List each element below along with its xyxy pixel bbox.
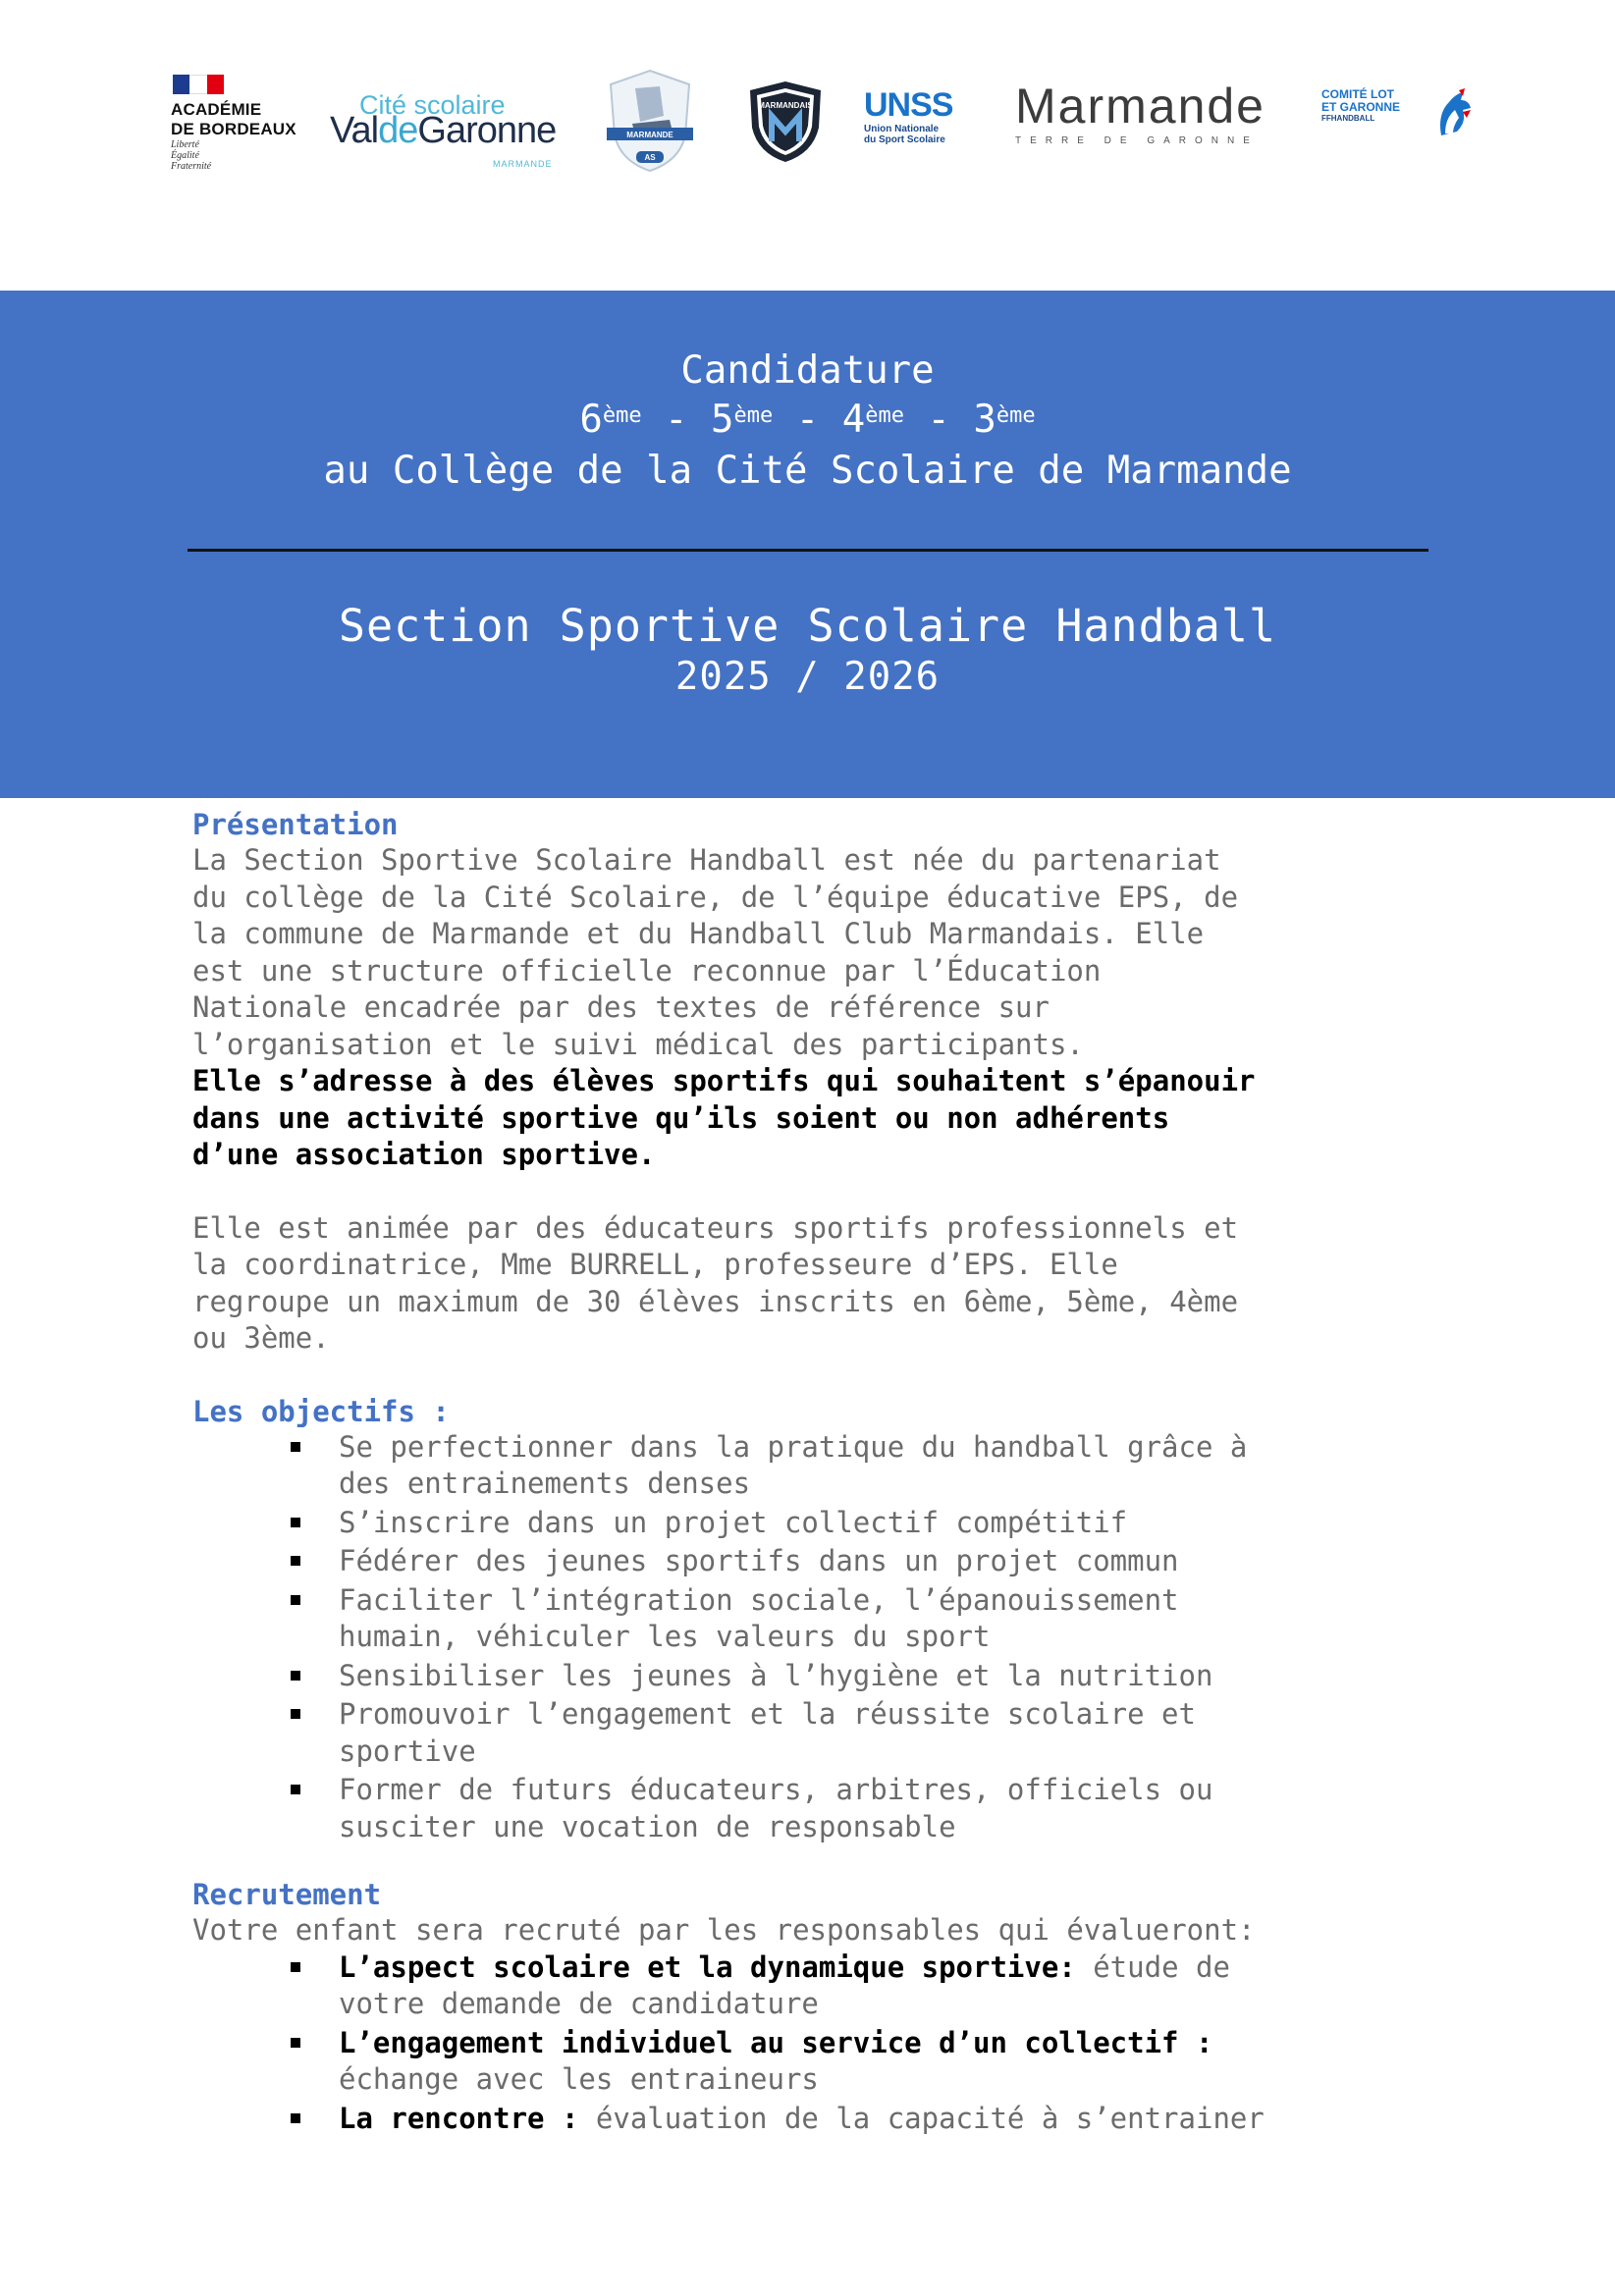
- list-item: [291, 1582, 1429, 1656]
- unss-mark: UNSS: [864, 86, 953, 124]
- level-sup: ème: [865, 403, 904, 428]
- motto-3: Fraternité: [171, 161, 212, 172]
- objectifs-heading: Les objectifs :: [192, 1394, 450, 1428]
- item-line: Fédérer des jeunes sportifs dans un projet commun: [339, 1544, 1179, 1577]
- item-line: susciter une vocation de responsable: [339, 1809, 956, 1843]
- bold-text-line: Elle s’adresse à des élèves sportifs qui souhaitent s’épanouir: [192, 1064, 1256, 1097]
- text-line: la coordinatrice, Mme BURRELL, professeure d’EPS. Elle: [192, 1248, 1118, 1281]
- banner-title: Candidature: [680, 348, 935, 393]
- comite-lot-garonne-logo: [1321, 88, 1469, 147]
- as-marmande-logo: [601, 67, 699, 175]
- item-line: Faciliter l’intégration sociale, l’épanouissement: [339, 1582, 1179, 1617]
- presentation-paragraph-2: [192, 1210, 1429, 1358]
- cite-scolaire-top: Cité scolaire: [359, 90, 506, 120]
- cite-main-c: Garonne: [417, 110, 557, 151]
- as-name: MARMANDE: [626, 131, 673, 139]
- academie-name-line1: ACADÉMIE: [171, 100, 262, 119]
- hbm-name: MARMANDAIS: [758, 101, 813, 110]
- cite-scolaire-main: [330, 110, 556, 152]
- cite-scolaire-logo: [330, 90, 565, 169]
- banner-college: au Collège de la Cité Scolaire de Marmande: [323, 449, 1292, 493]
- level-6: [579, 398, 641, 442]
- motto-1: Liberté: [171, 139, 199, 150]
- level-5: [711, 398, 773, 442]
- text-line: regroupe un maximum de 30 élèves inscrits en 6ème, 5ème, 4ème: [192, 1284, 1239, 1318]
- list-item: [291, 1658, 1429, 1695]
- banner-section: Section Sportive Scolaire Handball: [338, 600, 1277, 652]
- list-item: [291, 1429, 1429, 1503]
- level-sup: ème: [996, 403, 1036, 428]
- list-item: [291, 2025, 1429, 2099]
- level-separator: -: [773, 398, 842, 442]
- item-line: votre demande de candidature: [339, 1987, 819, 2020]
- level-sup: ème: [602, 403, 642, 428]
- text-line: ou 3ème.: [192, 1321, 330, 1355]
- list-item: [291, 1949, 1429, 2023]
- banner-year: 2025 / 2026: [674, 655, 941, 699]
- text-line: du collège de la Cité Scolaire, de l’équipe éducative EPS, de: [192, 880, 1239, 914]
- recrutement-list: [192, 1949, 1429, 2138]
- text-line: l’organisation et le suivi médical des participants.: [192, 1027, 1084, 1061]
- marmande-name: Marmande: [1015, 79, 1265, 133]
- cite-main-b: de: [378, 110, 418, 151]
- item-key: L’engagement individuel au service d’un collectif :: [339, 2025, 1213, 2059]
- list-item: [291, 2101, 1429, 2138]
- item-line: Sensibiliser les jeunes à l’hygiène et la nutrition: [339, 1658, 1213, 1692]
- academie-name-line2: DE BORDEAUX: [171, 120, 296, 138]
- title-banner: [0, 291, 1615, 798]
- unss-line1: Union Nationale: [864, 124, 940, 134]
- banner-divider: [188, 549, 1428, 552]
- cite-main-a: Val: [330, 110, 379, 151]
- document-body: [192, 807, 1429, 2139]
- item-line: Former de futurs éducateurs, arbitres, officiels ou: [339, 1773, 1213, 1806]
- banner-levels: [0, 399, 1615, 442]
- text-line: la commune de Marmande et du Handball Club Marmandais. Elle: [192, 917, 1205, 950]
- text-line: La Section Sportive Scolaire Handball est née du partenariat: [192, 843, 1221, 877]
- level-num: 4: [841, 398, 866, 442]
- level-num: 5: [711, 398, 734, 442]
- item-rest: évaluation de la capacité à s’entrainer: [578, 2101, 1265, 2135]
- text-line: Elle est animée par des éducateurs sportifs professionnels et: [192, 1210, 1239, 1245]
- level-num: 3: [973, 398, 996, 442]
- comite-line3: FFHANDBALL: [1321, 114, 1375, 123]
- level-sup: ème: [733, 403, 774, 428]
- presentation-paragraph: [192, 842, 1429, 1063]
- presentation-bold-paragraph: [192, 1063, 1429, 1174]
- level-separator: -: [641, 398, 712, 442]
- hbm-shield-icon: [744, 79, 827, 165]
- objectifs-list: [192, 1429, 1429, 1846]
- text-line: est une structure officielle reconnue par l’Éducation: [192, 953, 1102, 988]
- marmande-tag: TERRE DE GARONNE: [1015, 135, 1259, 146]
- marmande-logo: [1015, 79, 1280, 157]
- recrutement-heading: Recrutement: [192, 1878, 382, 1911]
- item-line: Promouvoir l’engagement et la réussite scolaire et: [339, 1697, 1196, 1731]
- item-line: S’inscrire dans un projet collectif compétitif: [339, 1505, 1128, 1539]
- item-line: Se perfectionner dans la pratique du handball grâce à: [339, 1429, 1248, 1464]
- level-3: [973, 398, 1035, 442]
- item-line: sportive: [339, 1734, 476, 1768]
- as-tag: AS: [644, 153, 656, 162]
- item-line: des entrainements denses: [339, 1467, 751, 1500]
- item-rest: étude de: [1075, 1949, 1230, 1984]
- logo-strip: [0, 0, 1615, 196]
- item-line: humain, véhiculer les valeurs du sport: [339, 1620, 991, 1653]
- presentation-heading: Présentation: [192, 808, 399, 841]
- comite-line1: COMITÉ LOT: [1321, 87, 1394, 101]
- unss-logo: [864, 88, 972, 157]
- comite-line2: ET GARONNE: [1321, 100, 1401, 114]
- motto-2: Égalité: [171, 150, 199, 161]
- item-key: La rencontre :: [339, 2101, 579, 2135]
- bold-text-line: d’une association sportive.: [192, 1138, 656, 1171]
- unss-line2: du Sport Scolaire: [864, 134, 945, 145]
- level-separator: -: [903, 398, 974, 442]
- french-flag-icon: [173, 75, 224, 94]
- text-line: Nationale encadrée par des textes de référence sur: [192, 990, 1050, 1024]
- list-item: [291, 1772, 1429, 1845]
- as-shield-icon: [601, 67, 699, 175]
- item-line: échange avec les entraineurs: [339, 2062, 819, 2096]
- rooster-icon: [1433, 88, 1473, 139]
- item-key: L’aspect scolaire et la dynamique sportive:: [339, 1949, 1076, 1984]
- list-item: [291, 1696, 1429, 1770]
- handball-club-logo: [744, 79, 827, 165]
- recrutement-intro: Votre enfant sera recruté par les responsables qui évalueront:: [192, 1913, 1256, 1947]
- list-item: [291, 1505, 1429, 1542]
- academie-bordeaux-logo: [171, 75, 318, 183]
- level-num: 6: [579, 398, 603, 442]
- level-4: [842, 398, 904, 442]
- cite-scolaire-sub: MARMANDE: [493, 159, 553, 169]
- bold-text-line: dans une activité sportive qu’ils soient ou non adhérents: [192, 1100, 1170, 1135]
- list-item: [291, 1543, 1429, 1580]
